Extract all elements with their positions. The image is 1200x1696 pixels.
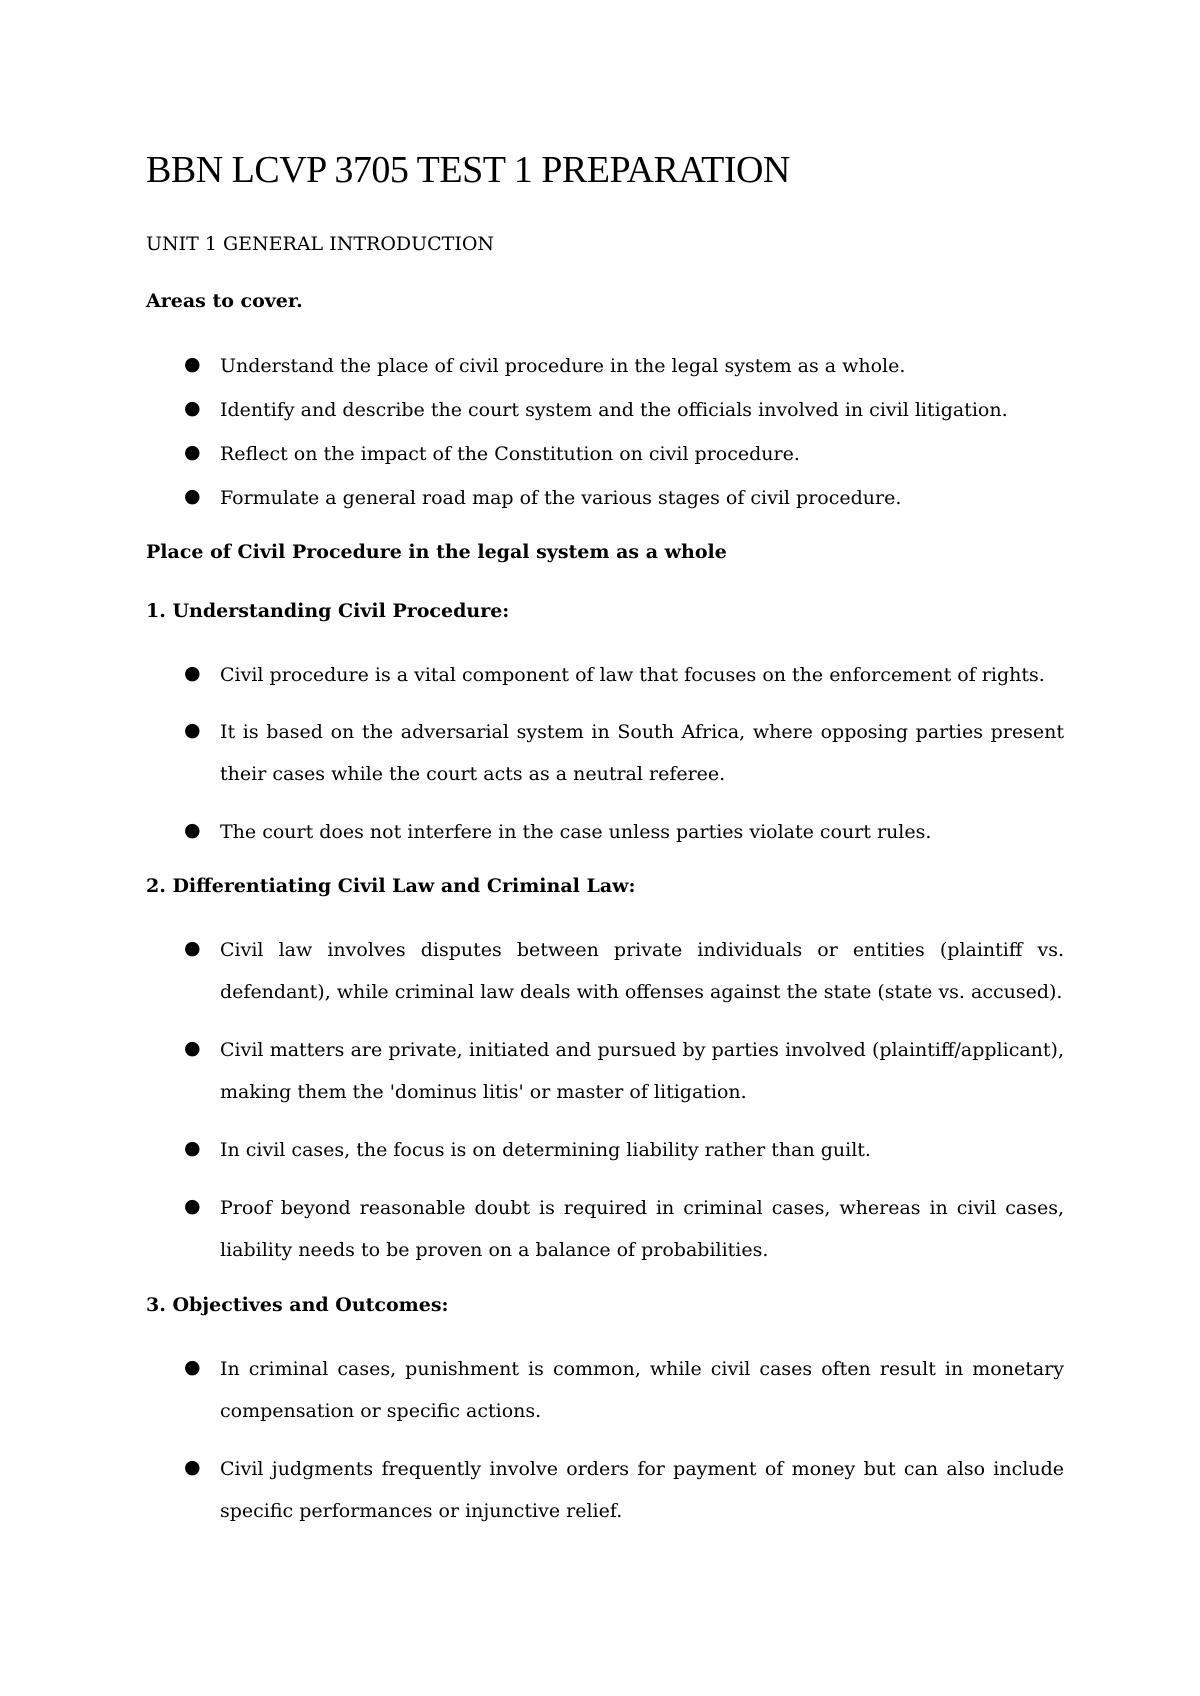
areas-heading: Areas to cover. (146, 290, 303, 312)
list-item: Proof beyond reasonable doubt is required in criminal cases, whereas in civil cases, liability needs to be proven on a balance of probabilities. (220, 1197, 1064, 1261)
bullet-icon: ● (184, 1456, 201, 1478)
bullet-icon: ● (184, 719, 201, 741)
list-item: Formulate a general road map of the various stages of civil procedure. (220, 487, 902, 509)
bullet-icon: ● (184, 1137, 201, 1159)
place-heading: Place of Civil Procedure in the legal system as a whole (146, 541, 727, 563)
unit-heading: UNIT 1 GENERAL INTRODUCTION (146, 233, 495, 255)
list-item: Reflect on the impact of the Constitution on civil procedure. (220, 443, 800, 465)
list-item: It is based on the adversarial system in South Africa, where opposing parties present their cases while the court acts as a neutral referee. (220, 721, 1064, 785)
list-item: Civil law involves disputes between private individuals or entities (plaintiff vs. defendant), while criminal law deals with offenses against the state (state vs. accused). (220, 939, 1064, 1003)
list-item: Understand the place of civil procedure in the legal system as a whole. (220, 355, 906, 377)
bullet-icon: ● (184, 1037, 201, 1059)
bullet-icon: ● (184, 485, 201, 507)
list-item: Civil judgments frequently involve orders for payment of money but can also include specific performances or injunctive relief. (220, 1458, 1064, 1522)
bullet-icon: ● (184, 1356, 201, 1378)
list-item: Civil procedure is a vital component of law that focuses on the enforcement of rights. (220, 664, 1045, 686)
bullet-icon: ● (184, 937, 201, 959)
bullet-icon: ● (184, 441, 201, 463)
list-item: In civil cases, the focus is on determining liability rather than guilt. (220, 1139, 871, 1161)
bullet-icon: ● (184, 397, 201, 419)
section-2-heading: 2. Differentiating Civil Law and Criminal Law: (146, 875, 636, 897)
bullet-icon: ● (184, 662, 201, 684)
document-title: BBN LCVP 3705 TEST 1 PREPARATION (146, 149, 790, 191)
section-1-heading: 1. Understanding Civil Procedure: (146, 600, 510, 622)
list-item: Civil matters are private, initiated and pursued by parties involved (plaintiff/applicant), making them the 'dominus litis' or master of litigation. (220, 1039, 1064, 1103)
bullet-icon: ● (184, 353, 201, 375)
list-item: In criminal cases, punishment is common, while civil cases often result in monetary compensation or specific actions. (220, 1358, 1064, 1422)
list-item: Identify and describe the court system and the officials involved in civil litigation. (220, 399, 1008, 421)
section-3-heading: 3. Objectives and Outcomes: (146, 1294, 449, 1316)
list-item: The court does not interfere in the case unless parties violate court rules. (220, 821, 932, 843)
bullet-icon: ● (184, 819, 201, 841)
bullet-icon: ● (184, 1195, 201, 1217)
